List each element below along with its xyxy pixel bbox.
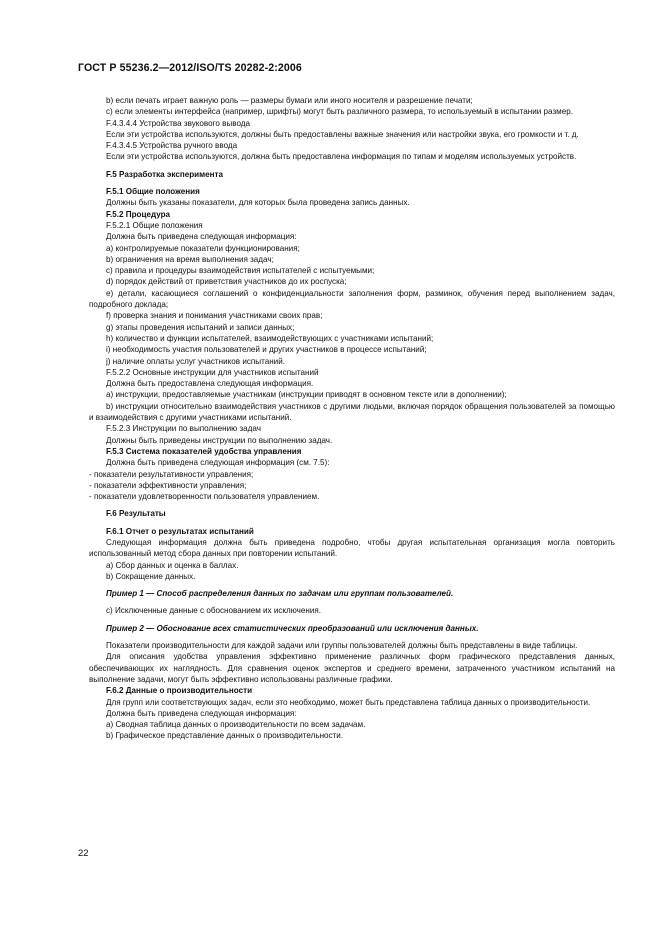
paragraph: Должна быть приведена следующая информация:: [106, 232, 297, 242]
paragraph: Показатели производительности для каждой задачи или группы пользователей должны быть представлены в виде таблицы.: [106, 641, 578, 651]
document-header: ГОСТ Р 55236.2—2012/ISO/TS 20282-2:2006: [78, 62, 302, 74]
paragraph: Если эти устройства используются, должны быть предоставлены важные значения или настройки звука, его громкости и т. д.: [106, 129, 579, 139]
paragraph: Следующая информация должна быть приведена подробно, чтобы другая испытательная организация могла повторить использованный метод сбора данных при повторении испытаний.: [89, 537, 615, 559]
list-item: e) детали, касающиеся соглашений о конфиденциальности заполнения форм, разминок, обучения перед выполнением задач, подробного доклада;: [89, 288, 615, 310]
list-item: c) правила и процедуры взаимодействия испытателей с испытуемыми;: [106, 266, 375, 276]
section-heading: F.6 Результаты: [106, 509, 166, 519]
list-item: h) количество и функции испытателей, взаимодействующих с участниками испытаний;: [106, 333, 434, 343]
list-item: a) инструкции, предоставляемые участникам (инструкции приводят в основном тексте или в дополнении);: [106, 390, 507, 400]
section-heading: F.5 Разработка эксперимента: [106, 169, 223, 179]
list-item: a) Сбор данных и оценка в баллах.: [106, 560, 239, 570]
paragraph: Должна быть приведена следующая информация:: [106, 708, 297, 718]
subsection-heading: F.5.2.2 Основные инструкции для участников испытаний: [106, 367, 319, 377]
paragraph: Должны быть указаны показатели, для которых была проведена запись данных.: [106, 198, 410, 208]
paragraph: Для описания удобства управления эффективно применение различных форм графического представления данных, обеспечивающих их наглядность. Для сравнения оценок экспертов и среднего времени, затраченного участником испытаний на выполнение задачи, могут быть эффективно использованы различные графики.: [89, 652, 615, 684]
paragraph: Должна быть предоставлена следующая информация.: [106, 379, 314, 389]
subsection-heading: F.4.3.4.4 Устройства звукового вывода: [106, 118, 251, 128]
subsection-heading: F.5.2.3 Инструкции по выполнению задач: [106, 424, 261, 434]
paragraph: Если эти устройства используются, должна быть предоставлена информация по типам и моделям используемых устройств.: [106, 152, 577, 162]
example-note: Пример 1 — Способ распределения данных по задачам или группам пользователей.: [106, 589, 454, 599]
list-item: b) Графическое представление данных о производительности.: [106, 731, 344, 741]
list-item: - показатели эффективности управления;: [89, 480, 247, 490]
list-item: b) ограничения на время выполнения задач;: [106, 254, 274, 264]
page-number: 22: [78, 848, 89, 859]
paragraph: Должны быть приведены инструкции по выполнению задач.: [106, 435, 333, 445]
list-item: b) Сокращение данных.: [106, 571, 196, 581]
subsection-heading: F.5.1 Общие положения: [106, 187, 200, 197]
list-item: d) порядок действий от приветствия участников до их роспуска;: [106, 277, 347, 287]
list-item: c) Исключенные данные с обоснованием их исключения.: [106, 606, 321, 616]
subsection-heading: F.5.2.1 Общие положения: [106, 220, 203, 230]
list-item: a) контролируемые показатели функционирования;: [106, 243, 300, 253]
list-item: j) наличие оплаты услуг участников испытаний.: [106, 356, 285, 366]
subsection-heading: F.5.3 Система показателей удобства управления: [106, 446, 302, 456]
example-note: Пример 2 — Обоснование всех статистических преобразований или исключения данных.: [106, 623, 479, 633]
document-body: [89, 95, 615, 742]
list-item: g) этапы проведения испытаний и записи данных;: [106, 322, 295, 332]
list-item: b) если печать играет важную роль — размеры бумаги или иного носителя и разрешение печати;: [106, 96, 473, 105]
paragraph: Должна быть приведена следующая информация (см. 7.5):: [106, 458, 330, 468]
subsection-heading: F.5.2 Процедура: [106, 209, 171, 219]
subsection-heading: F.4.3.4.5 Устройства ручного ввода: [106, 141, 238, 151]
paragraph: Для групп или соответствующих задач, если это необходимо, может быть представлена таблица данных о производительности.: [106, 697, 591, 707]
list-item: i) необходимость участия пользователей и других участников в процессе испытаний;: [106, 345, 427, 355]
subsection-heading: F.6.2 Данные о производительности: [106, 686, 253, 696]
list-item: - показатели результативности управления;: [89, 469, 254, 479]
list-item: c) если элементы интерфейса (например, шрифты) могут быть различного размера, то используемый в испытании размер.: [106, 107, 573, 117]
list-item: - показатели удовлетворенности пользователя управлением.: [89, 492, 320, 502]
list-item: a) Сводная таблица данных о производительности по всем задачам.: [106, 720, 366, 730]
subsection-heading: F.6.1 Отчет о результатах испытаний: [106, 526, 254, 536]
list-item: b) инструкции относительно взаимодействия участников с другими людьми, включая порядок обращения пользователей за помощью и взаимодействия с другими участниками испытаний.: [89, 401, 615, 423]
list-item: f) проверка знания и понимания участниками своих прав;: [106, 311, 323, 321]
